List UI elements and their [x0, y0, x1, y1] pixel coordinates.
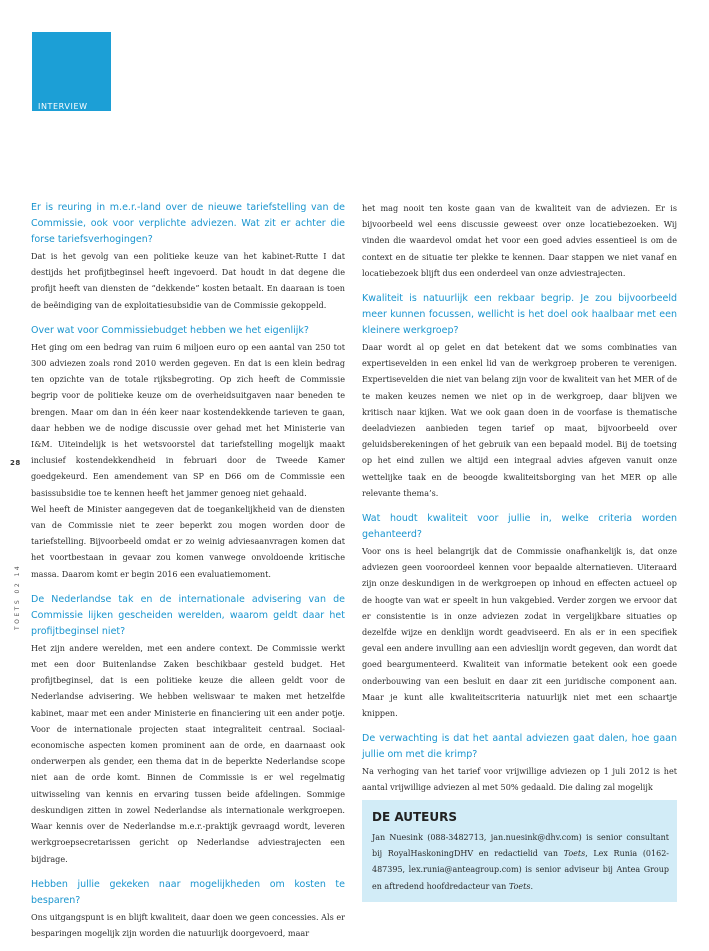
answer-3: Het zijn andere werelden, met een andere context. De Commissie werkt met een door Buitenlandse Zaken beschikbaar gesteld budget. Het profijtbeginsel, dat is een politieke keuze die alleen geldt voor de Nederlandse advisering. We hebben weliswaar te maken met hetzelfde kabinet, maar met een ander Ministerie en financiering uit een ander potje. Voor de internationale projecten staat integraliteit centraal. Sociaal-economische aspecten komen prominent aan de orde, en daarnaast ook onderwerpen als gender, een thema dat in de beperkte Nederlandse scope niet aan de orde komt. Binnen de Commissie is er wel regelmatig uitwisseling van kennis en ervaring tussen beide afdelingen. Sommige deskundigen zitten in zowel Nederlandse als internationale werkgroepen. Waar kennis over de Nederlandse m.e.r.-praktijk gevraagd wordt, leveren werkgroepsecretarissen gericht op Nederlandse adviestrajecten een bijdrage. [31, 642, 345, 864]
answer-1: Dat is het gevolg van een politieke keuze van het kabinet-Rutte I dat destijds het profijtbeginsel heeft ingevoerd. Dat houdt in dat degene die profijt heeft van diensten de “dekkende” kosten betaalt. En daaraan is toen de beëindiging van de exploitatiesubsidie van de Commissie gekoppeld. [31, 251, 345, 310]
right-column [362, 200, 677, 806]
authors-box [362, 800, 677, 902]
page-number: 28 [10, 459, 21, 467]
authors-title: DE AUTEURS [372, 810, 458, 824]
left-column [31, 200, 345, 951]
question-2: Over wat voor Commissiebudget hebben we het eigenlijk? [31, 324, 309, 336]
answer-5: Daar wordt al op gelet en dat betekent dat we soms combinaties van expertisevelden in een enkel lid van de werkgroep proberen te verenigen. Expertisevelden die niet van belang zijn voor de kwaliteit van het MER of de te maken keuzes nemen we niet op in de werkgroep, daar blijven we kritisch naar kijken. Wat we ook gaan doen in de voorfase is thematische deeladviezen aanbieden tegen tarief op maat, bijvoorbeeld over geluidsberekeningen of het gebruik van een bepaald model. Bij de toetsing op het eind zullen we altijd een integraal advies afgeven vanuit onze wettelijke taak en de beoogde kwaliteitsborging van het MER op alle relevante thema’s. [362, 342, 677, 498]
answer-4-continued: het mag nooit ten koste gaan van de kwaliteit van de adviezen. Er is bijvoorbeeld wel eens discussie geweest over onze locatiebezoeken. Wij vinden die waardevol omdat het voor een goed advies essentieel is om de context en de situatie ter plekke te kennen. Daar stappen we niet vanaf en locatiebezoek blijft dus een onderdeel van onze adviestrajecten. [362, 203, 677, 278]
answer-2-part-2: Wel heeft de Minister aangegeven dat de toegankelijkheid van de diensten van de Commissie niet te zeer beperkt zou mogen worden door de tariefstelling. Bijvoorbeeld omdat er zo weinig adviesaanvragen komen dat het voortbestaan in gevaar zou komen vanwege onvoldoende kritische massa. Daarom komt er begin 2016 een evaluatiemoment. [31, 503, 345, 579]
answer-6: Voor ons is heel belangrijk dat de Commissie onafhankelijk is, dat onze adviezen geen vooroordeel kennen voor bepaalde alternatieven. Uiteraard zijn onze deskundigen in de werkgroepen op inhoud en effecten actueel op de hoogte van wat er speelt in hun vakgebied. Verder zorgen we ervoor dat er consistentie is in onze adviezen zodat in vergelijkbare situaties op dezelfde wijze en denklijn wordt geadviseerd. En als er in een specifiek geval een andere invulling aan een advieslijn wordt gegeven, dan wordt dat goed beargumenteerd. Kwaliteit van informatie betekent ook een goede onderbouwing van een besluit en daar zit een juridische component aan. Maar je kunt alle kwaliteitscriteria natuurlijk niet met een schaartje knippen. [362, 546, 677, 719]
journal-label-text: TOETS 02 14 [14, 563, 21, 630]
question-3: De Nederlandse tak en de internationale advisering van de Commissie lijken gescheiden werelden, waarom geldt daar het profijtbeginsel niet? [31, 593, 345, 637]
answer-2-part-1: Het ging om een bedrag van ruim 6 miljoen euro op een aantal van 250 tot 300 adviezen zoals rond 2010 werden gegeven. En dat is een klein bedrag ten opzichte van de totale rijksbegroting. Op zich heeft de Commissie begrip voor de politieke keuze om de overheidsuitgaven naar beneden te brengen. Maar om dan in één keer naar kostendekkende tarieven te gaan, daar hebben we de nodige discussie over gehad met het Ministerie van I&M. Uiteindelijk is het wetsvoorstel dat tariefstelling mogelijk maakt inclusief kostendekkendheid in februari door de Tweede Kamer goedgekeurd. Een amendement van SP en D66 om de Commissie een basissubsidie toe te kennen heeft het jammer genoeg niet gehaald. [31, 341, 345, 498]
answer-4: Ons uitgangspunt is en blijft kwaliteit, daar doen we geen concessies. Als er besparingen mogelijk zijn worden die natuurlijk doorgevoerd, maar [31, 911, 345, 938]
question-1: Er is reuring in m.e.r.-land over de nieuwe tariefstelling van de Commissie, ook voor verplichte adviezen. Wat zit er achter die forse tariefsverhogingen? [31, 202, 345, 245]
section-tag-block [32, 32, 111, 111]
section-tag-label: INTERVIEW [38, 102, 88, 111]
answer-7: Na verhoging van het tarief voor vrijwillige adviezen op 1 juli 2012 is het aantal vrijwillige adviezen al met 50% gedaald. Die daling zal mogelijk [362, 766, 677, 793]
authors-text: Jan Nuesink (088-3482713, jan.nuesink@dhv.com) is senior consultant bij RoyalHaskoningDHV en redactielid van Toets, Lex Runia (0162-487395, lex.runia@anteagroup.com) is senior adviseur bij Antea Group en aftredend hoofdredacteur van Toets. [372, 833, 669, 891]
question-5: Kwaliteit is natuurlijk een rekbaar begrip. Je zou bijvoorbeeld meer kunnen focussen, wellicht is het doel ook haalbaar met een kleinere werkgroep? [362, 293, 677, 337]
question-4: Hebben jullie gekeken naar mogelijkheden om kosten te besparen? [31, 878, 345, 906]
question-6: Wat houdt kwaliteit voor jullie in, welke criteria worden gehanteerd? [362, 513, 677, 541]
question-7: De verwachting is dat het aantal adviezen gaat dalen, hoe gaan jullie om met die krimp? [362, 733, 677, 761]
